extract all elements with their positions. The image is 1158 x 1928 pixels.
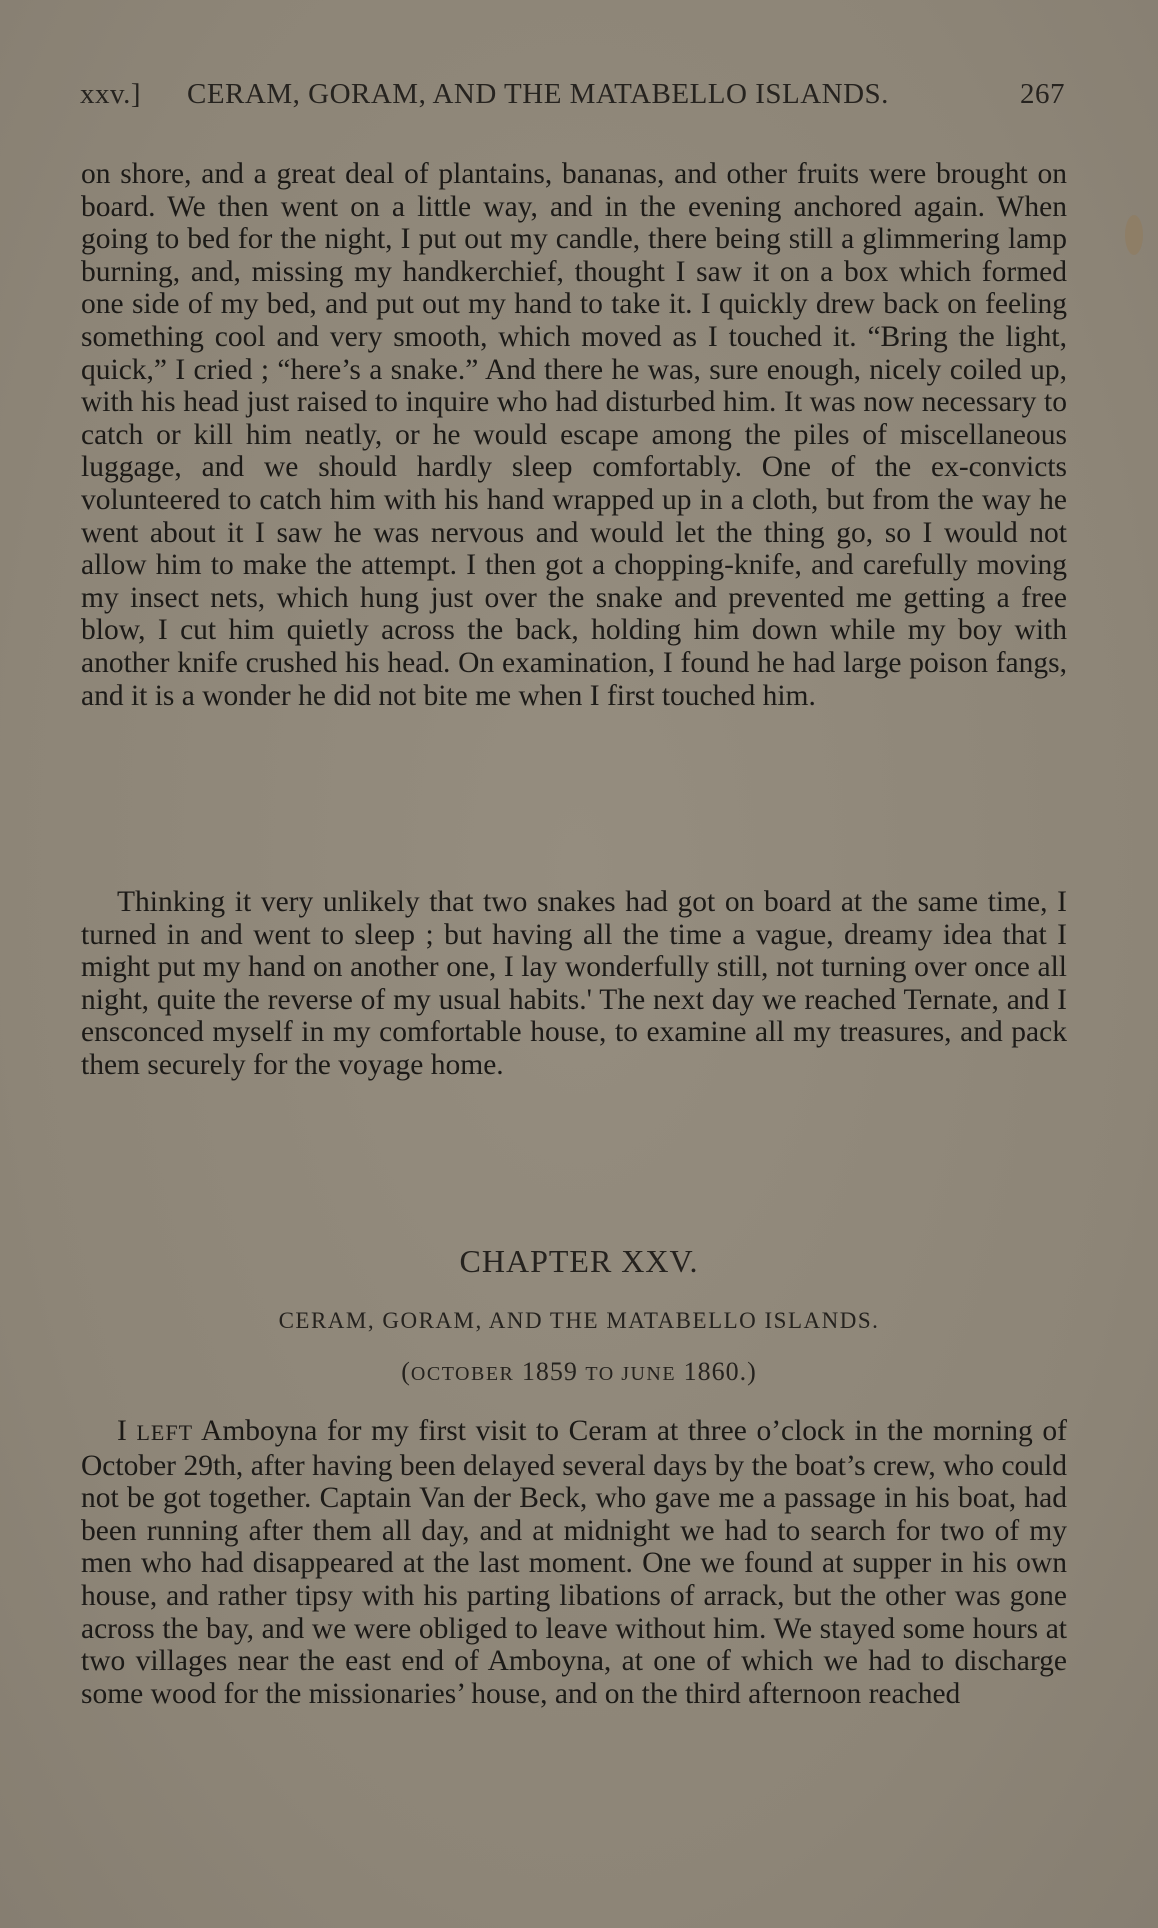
dates-month-start: OCTOBER	[410, 1363, 515, 1385]
chapter-dates	[0, 1357, 1158, 1387]
second-paragraph	[81, 886, 1067, 1082]
chapter-heading: CHAPTER XXV.	[459, 1243, 699, 1279]
paragraph-leaving-amboyna	[81, 1415, 1067, 1710]
page-stain	[1125, 215, 1143, 255]
running-head-chapter: xxv.]	[80, 78, 142, 110]
dates-year-end: 1860.)	[676, 1357, 757, 1386]
chapter-opening	[81, 1415, 1067, 1710]
lead-capital: I	[117, 1415, 127, 1447]
lead-small-caps: LEFT	[136, 1420, 194, 1445]
paragraph-return-ternate: Thinking it very unlikely that two snakes had got on board at the same time, I turned in and went to sleep ; but having all the time a vague, dreamy idea that I might put my hand on another one, I lay wonderfully still, not turning over once all night, quite the reverse of my usual habits.' The next day we reached Ternate, and I ensconced myself in my comfortable house, to examine all my treasures, and pack them securely for the voyage home.	[81, 886, 1067, 1081]
chapter-subtitle: CERAM, GORAM, AND THE MATABELLO ISLANDS.	[278, 1308, 880, 1333]
running-head	[80, 78, 1065, 118]
opening-paragraph-text: Amboyna for my first visit to Ceram at three o’clock in the morning of October 29th, after having been delayed several days by the boat’s crew, who could not be got together. Captain Van der Beck, who gave me a passage in his boat, had been running after them all day, and at midnight we had to search for two of my men who had disappeared at the last moment. One we found at supper in his own house, and rather tipsy with his parting libations of arrack, but the other was gone across the bay, and we were obliged to leave without him. We stayed some hours at two villages near the east end of Amboyna, at one of which we had to discharge some wood for the missionaries’ house, and on the third afternoon reached	[81, 1415, 1067, 1710]
dates-open-paren: (	[401, 1357, 411, 1386]
dates-to: TO	[585, 1363, 615, 1385]
continued-paragraph	[81, 158, 1067, 712]
paragraph-snake-encounter: on shore, and a great deal of plantains, bananas, and other fruits were brought on board. We then went on a little way, and in the evening anchored again. When going to bed for the night, I put out my candle, there being still a glimmering lamp burning, and, missing my handkerchief, thought I saw it on a box which formed one side of my bed, and put out my hand to take it. I quickly drew back on feeling something cool and very smooth, which moved as I touched it. “Bring the light, quick,” I cried ; “here’s a snake.” And there he was, sure enough, nicely coiled up, with his head just raised to inquire who had disturbed him. It was now necessary to catch or kill him neatly, or he would escape among the piles of miscellaneous luggage, and we should hardly sleep comfortably. One of the ex-convicts volunteered to catch him with his hand wrapped up in a cloth, but from the way he went about it I saw he was nervous and would let the thing go, so I would not allow him to make the attempt. I then got a chopping-knife, and carefully moving my insect nets, which hung just over the snake and prevented me getting a free blow, I cut him quietly across the back, holding him down while my boy with another knife crushed his head. On examination, I found he had large poison fangs, and it is a wonder he did not bite me when I first touched him.	[81, 158, 1067, 712]
page-number: 267	[1020, 78, 1065, 110]
dates-year-start: 1859	[514, 1357, 586, 1386]
dates-month-end: JUNE	[614, 1363, 677, 1385]
running-head-title: CERAM, GORAM, AND THE MATABELLO ISLANDS.	[187, 78, 889, 110]
